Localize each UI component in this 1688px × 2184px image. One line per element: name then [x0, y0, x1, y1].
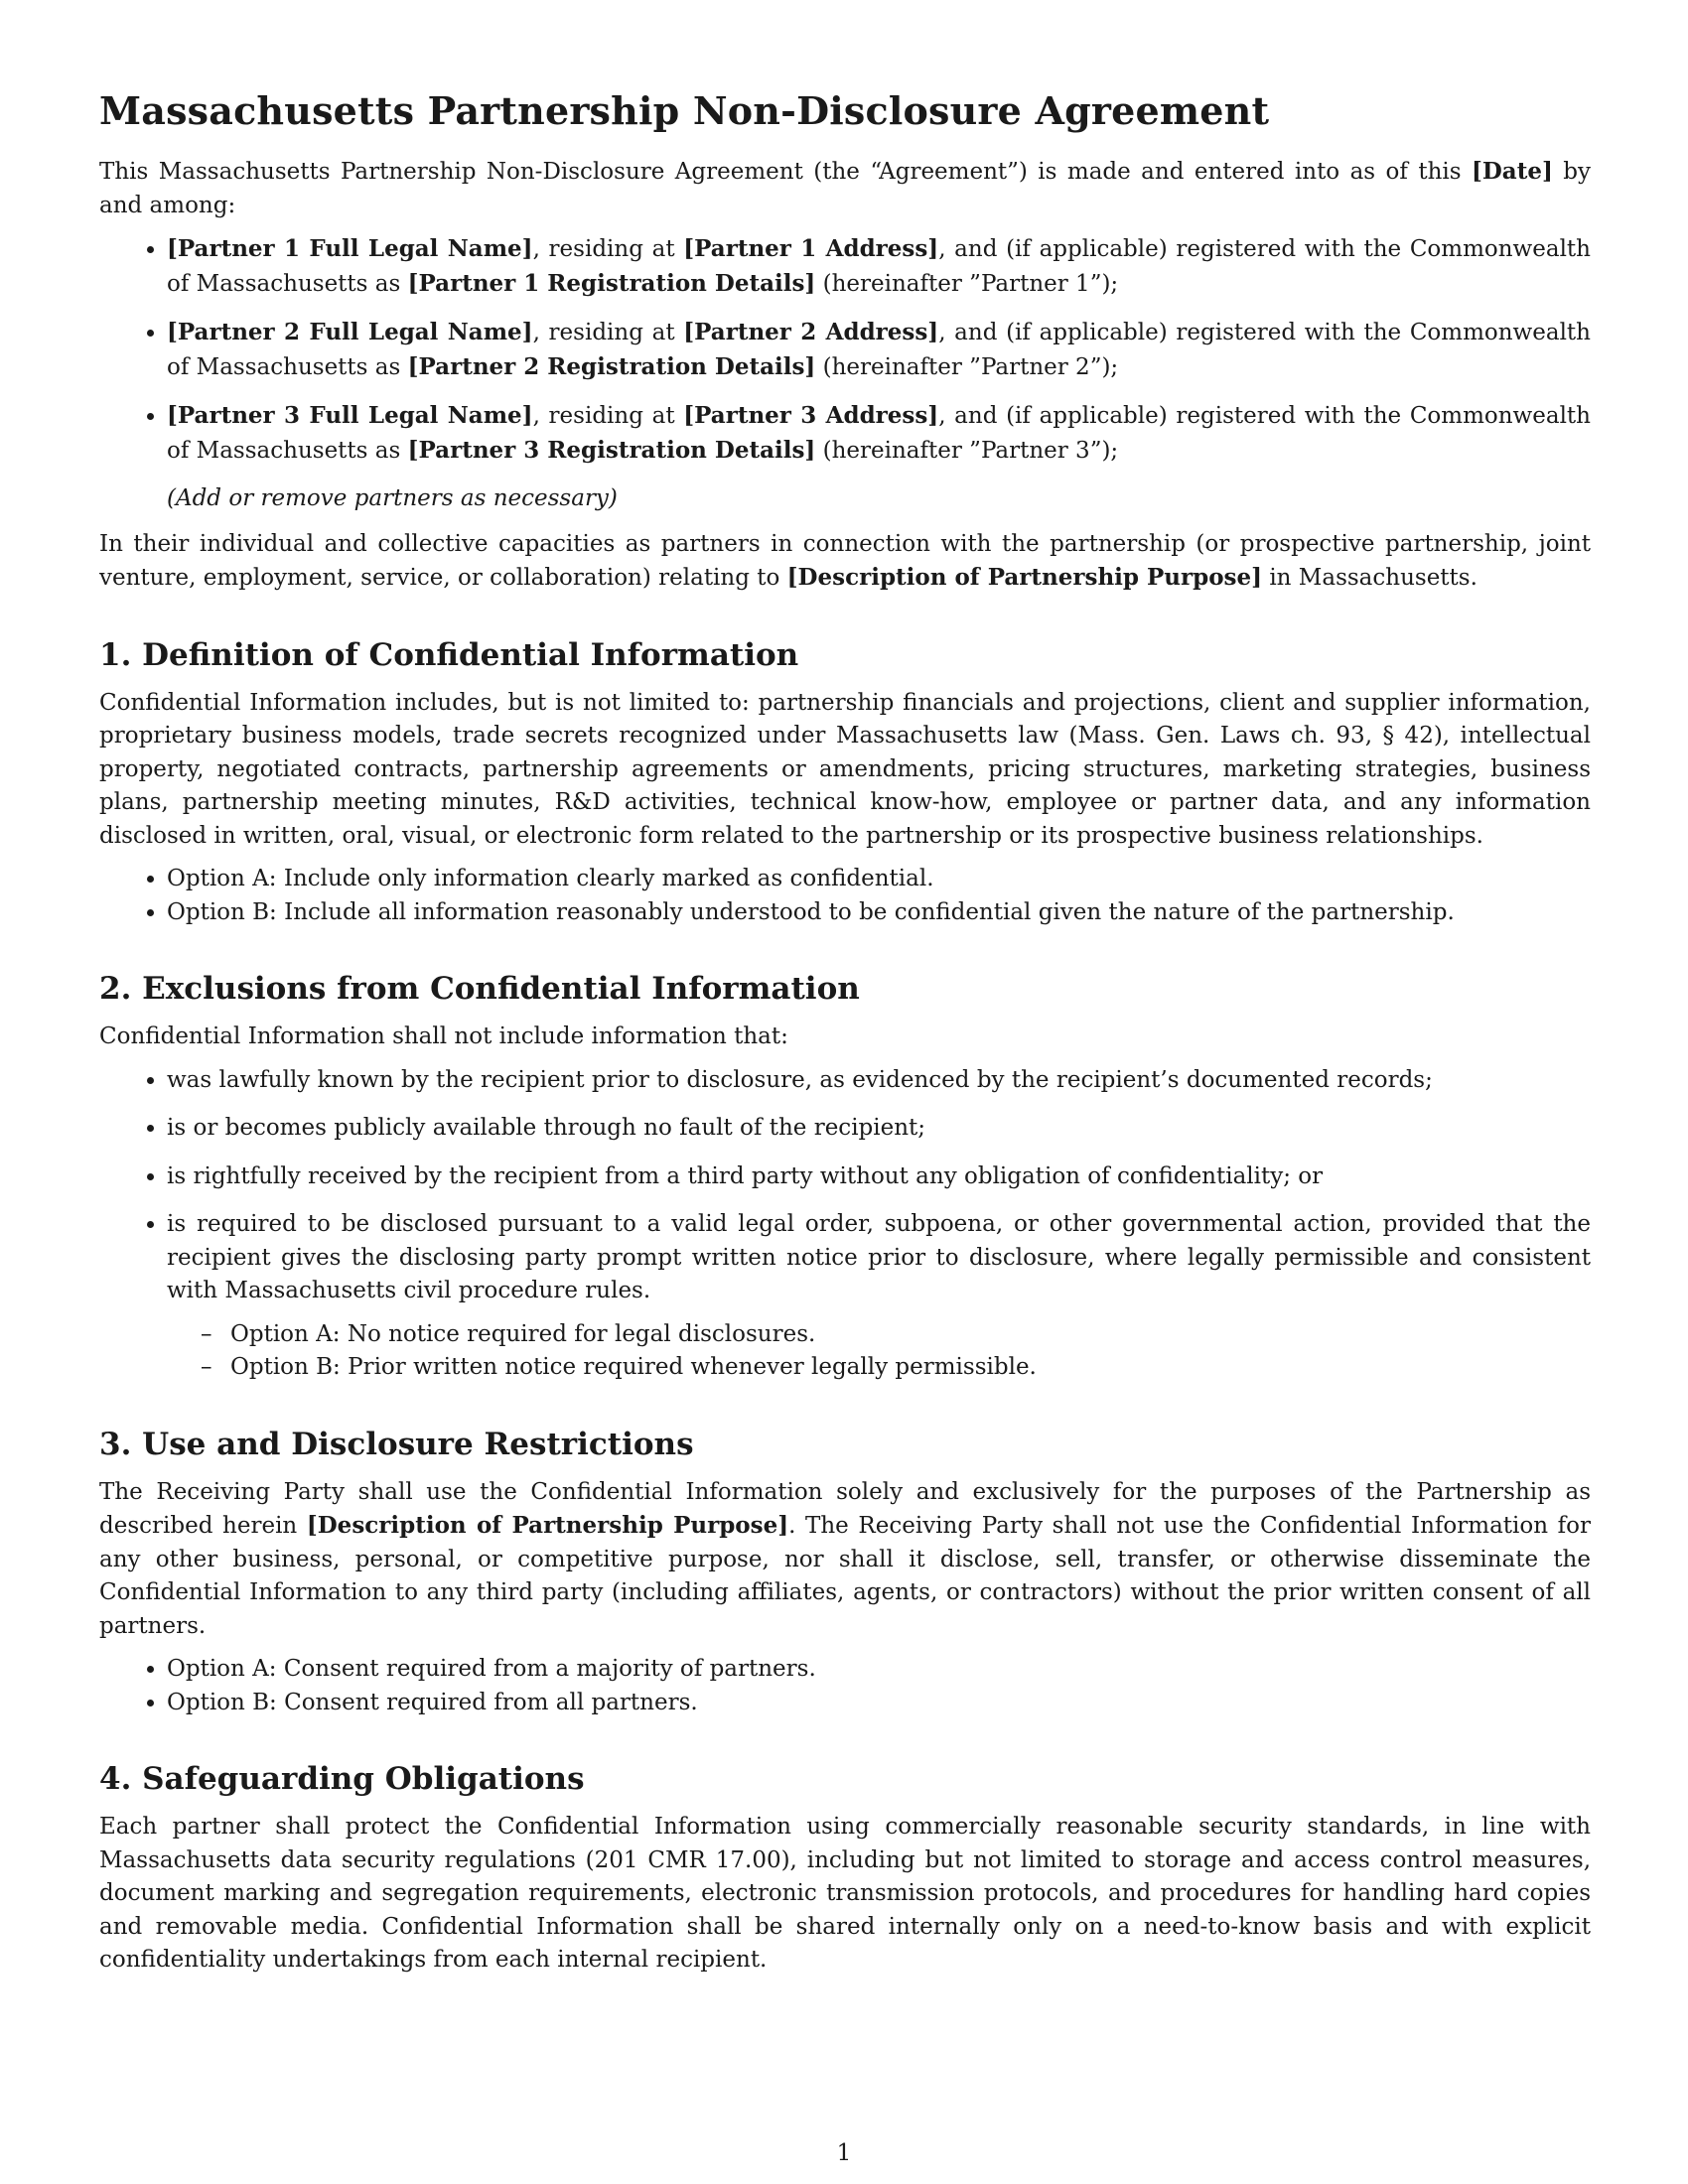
- date-placeholder: [Date]: [1471, 158, 1553, 185]
- section-2-text: Confidential Information shall not include information that:: [99, 1024, 788, 1049]
- exclusion-list: [99, 1064, 1591, 1385]
- section-3-options: [99, 1653, 1591, 1719]
- document-page: [99, 87, 1591, 1987]
- partners-note: (Add or remove partners as necessary): [167, 485, 618, 511]
- sub-option-item: – Option B: Prior written notice required whenever legally permissible.: [230, 1351, 1591, 1385]
- section-heading-2: 2. Exclusions from Confidential Information: [99, 971, 860, 1007]
- option-item: • Option A: Include only information clearly marked as confidential.: [167, 863, 1591, 896]
- partner-list: [99, 232, 1591, 468]
- exclusion-item: • was lawfully known by the recipient prior to disclosure, as evidenced by the recipient’s documented records;: [167, 1064, 1591, 1098]
- exclusion-item: • is rightfully received by the recipient from a third party without any obligation of confidentiality; or: [167, 1160, 1591, 1194]
- section-heading-3: 3. Use and Disclosure Restrictions: [99, 1426, 694, 1462]
- notice-options: [167, 1318, 1591, 1385]
- sub-option-item: – Option A: No notice required for legal disclosures.: [230, 1318, 1591, 1352]
- page-number: 1: [836, 2140, 852, 2166]
- partner-item: • [Partner 3 Full Legal Name], residing at [Partner 3 Address], and (if applicable) registered with the Commonwealth of Massachusetts as [Partner 3 Registration Details] (hereinafter ”Partner 3”);: [167, 399, 1591, 468]
- option-item: • Option B: Consent required from all partners.: [167, 1687, 1591, 1720]
- section-1-options: [99, 863, 1591, 929]
- intro-paragraph: This Massachusetts Partnership Non-Disclosure Agreement (the “Agreement”) is made and entered into as of this [Date] by and among:: [99, 158, 1591, 218]
- option-item: • Option A: Consent required from a majority of partners.: [167, 1653, 1591, 1687]
- section-heading-4: 4. Safeguarding Obligations: [99, 1761, 585, 1797]
- section-3-text: The Receiving Party shall use the Confidential Information solely and exclusively for the purposes of the Partnership as described herein [Description of Partnership Purpose]. The Receiving Party shall not use the Confidential Information for any other business, personal, or competitive purpose, nor shall it disclose, sell, transfer, or otherwise disseminate the Confidential Information to any third party (including affiliates, agents, or contractors) without the prior written consent of all partners.: [99, 1478, 1592, 1639]
- section-heading-1: 1. Definition of Confidential Information: [99, 636, 799, 673]
- section-1-text: Confidential Information includes, but is not limited to: partnership financials and projections, client and supplier information, proprietary business models, trade secrets recognized under Massachusetts law (Mass. Gen. Laws ch. 93, § 42), intellectual property, negotiated contracts, partnership agreements or amendments, pricing structures, marketing strategies, business plans, partnership meeting minutes, R&D activities, technical know-how, employee or partner data, and any information disclosed in written, oral, visual, or electronic form related to the partnership or its prospective business relationships.: [99, 689, 1591, 849]
- exclusion-item: • is required to be disclosed pursuant to a valid legal order, subpoena, or other governmental action, provided that the recipient gives the disclosing party prompt written notice prior to disclosure, where legally permissible and consistent with Massachusetts civil procedure rules. – Option A: No notice required for legal disclosures. – Option B: Prior written notice required whenever legally permissible.: [167, 1208, 1591, 1385]
- option-item: • Option B: Include all information reasonably understood to be confidential given the nature of the partnership.: [167, 896, 1591, 930]
- partner-item: • [Partner 1 Full Legal Name], residing at [Partner 1 Address], and (if applicable) registered with the Commonwealth of Massachusetts as [Partner 1 Registration Details] (hereinafter ”Partner 1”);: [167, 232, 1591, 301]
- document-title: Massachusetts Partnership Non-Disclosure Agreement: [99, 88, 1270, 133]
- partner-item: • [Partner 2 Full Legal Name], residing at [Partner 2 Address], and (if applicable) registered with the Commonwealth of Massachusetts as [Partner 2 Registration Details] (hereinafter ”Partner 2”);: [167, 316, 1591, 384]
- section-4-text: Each partner shall protect the Confidential Information using commercially reasonable security standards, in line with Massachusetts data security regulations (201 CMR 17.00), including but not limited to storage and access control measures, document marking and segregation requirements, electronic transmission protocols, and procedures for handling hard copies and removable media. Confidential Information shall be shared internally only on a need-to-know basis and with explicit confidentiality undertakings from each internal recipient.: [99, 1814, 1591, 1973]
- capacity-paragraph: In their individual and collective capacities as partners in connection with the partnership (or prospective partnership, joint venture, employment, service, or collaboration) relating to [Description of Partnership Purpose] in Massachusetts.: [99, 530, 1591, 591]
- exclusion-item: • is or becomes publicly available through no fault of the recipient;: [167, 1112, 1591, 1146]
